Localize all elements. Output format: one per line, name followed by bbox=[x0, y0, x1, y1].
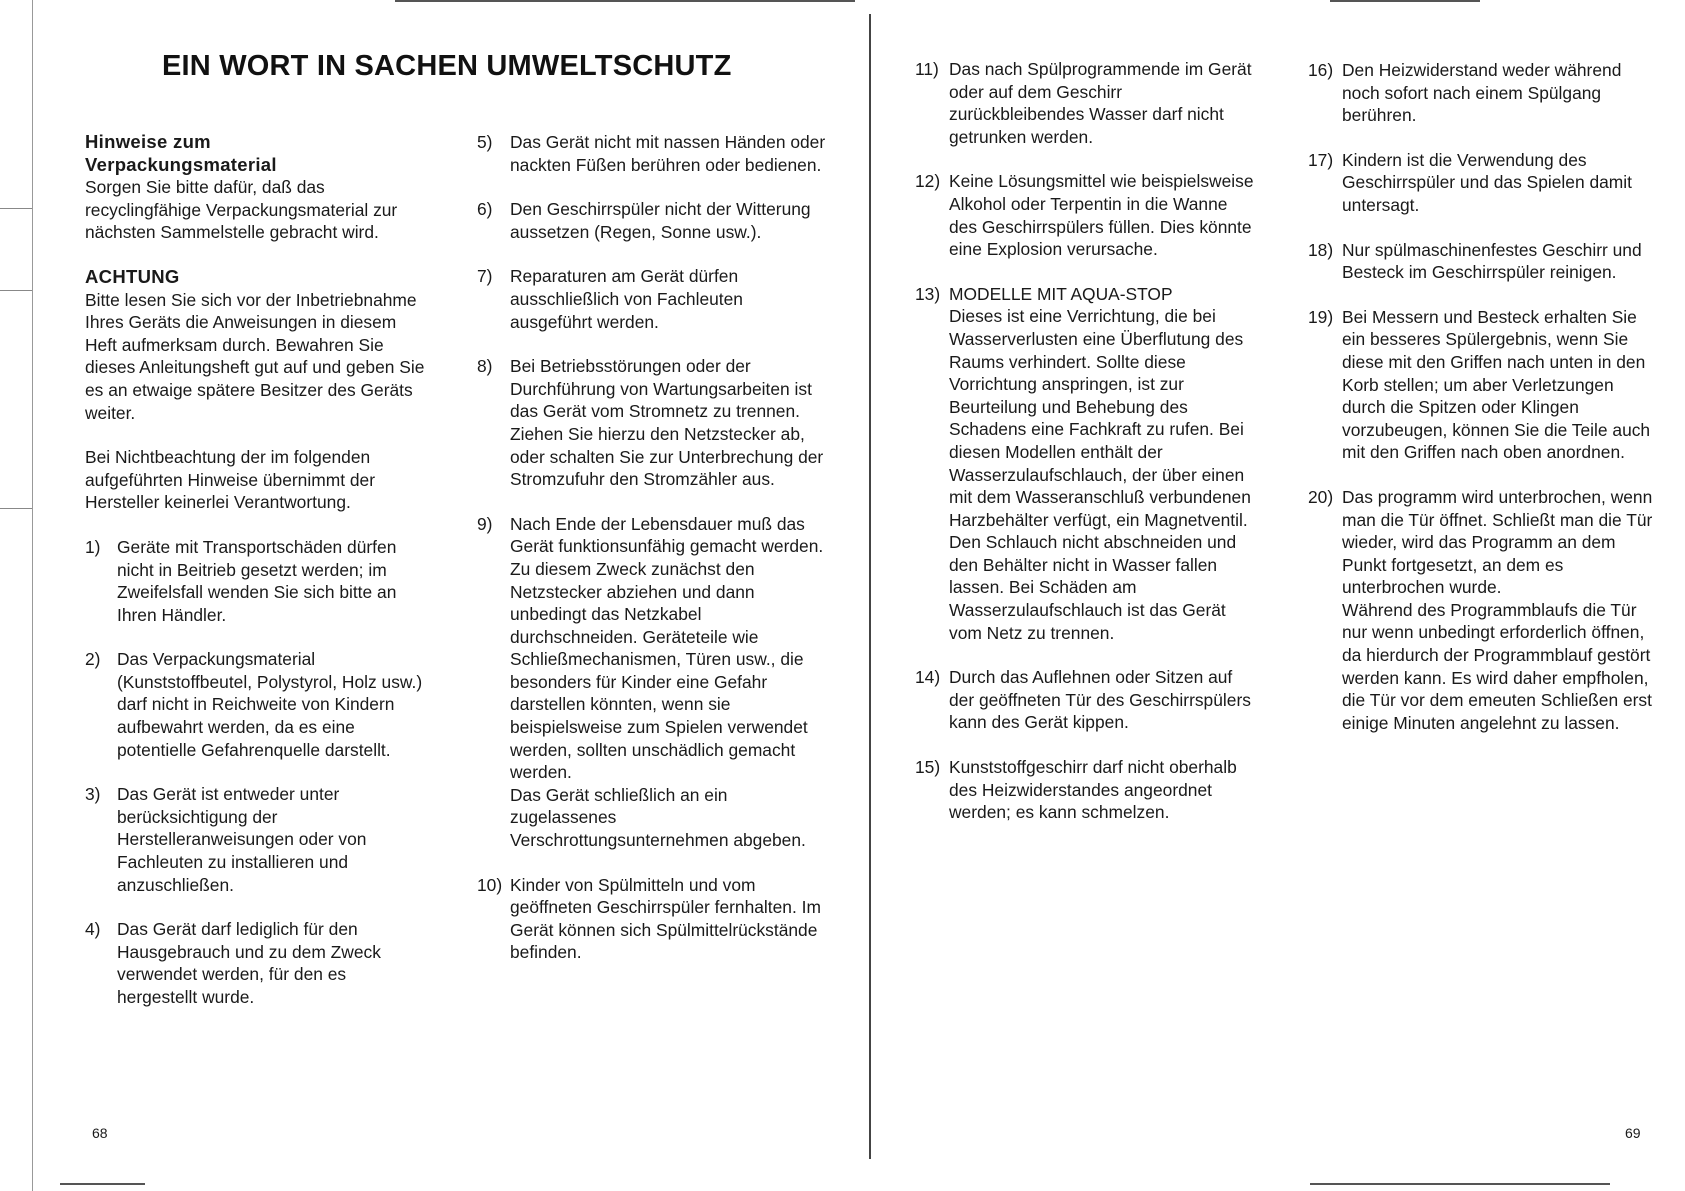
item-text: Das programm wird unterbrochen, wenn man die Tür öffnet. Schließt man die Tür wieder, wird das Programm an dem Punkt fortgesetzt, an dem es unterbrochen wurde. Während des Programmblaufs die Tür nur wenn unbedingt erforderlich öffnen, da hierdurch der Programmblauf gestört werden kann. Es wird daher empfholen, die Tür vor dem emeuten Schließen erst einige Minuten angelehnt zu lassen. bbox=[1342, 486, 1653, 733]
item-number: 12) bbox=[915, 171, 941, 192]
item-number: 17) bbox=[1308, 149, 1334, 170]
item-number: 8) bbox=[477, 356, 493, 377]
item-text: Kunststoffgeschirr darf nicht oberhalb des Heizwiderstandes angeordnet werden; es kann schmelzen. bbox=[949, 757, 1237, 823]
item-text: Das Gerät nicht mit nassen Händen oder nackten Füßen berühren oder bedienen. bbox=[510, 132, 826, 175]
item-number: 14) bbox=[915, 667, 941, 688]
item-text: Das Gerät darf lediglich für den Hausgebrauch und zu dem Zweck verwendet werden, für den es hergestellt wurde. bbox=[117, 919, 381, 1007]
list-item bbox=[1308, 306, 1653, 464]
list-item bbox=[915, 283, 1260, 645]
item-text: Keine Lösungsmittel wie beispielsweise Alkohol oder Terpentin in die Wanne des Geschirrspülers füllen. Dies könnte eine Explosion verursache. bbox=[949, 171, 1254, 260]
achtung-heading: ACHTUNG bbox=[85, 265, 180, 287]
item-text: Bei Betriebsstörungen oder der Durchführung von Wartungsarbeiten ist das Gerät vom Stromnetz zu trennen. Ziehen Sie hierzu den Netzstecker ab, oder schalten Sie zur Unterbrechung der Stromzufuhr den Stromzähler aus. bbox=[510, 356, 824, 490]
left-column-1 bbox=[85, 131, 430, 1031]
list-item bbox=[915, 666, 1260, 734]
item-number: 6) bbox=[477, 199, 493, 220]
list-item bbox=[85, 783, 430, 896]
item-number: 5) bbox=[477, 132, 493, 152]
list-item bbox=[477, 265, 827, 333]
item-number: 2) bbox=[85, 649, 101, 670]
right-column-1 bbox=[915, 58, 1260, 846]
left-column-2 bbox=[477, 131, 827, 986]
item-text: Bei Messern und Besteck erhalten Sie ein besseres Spülergebnis, wenn Sie diese mit den Griffen nach unten in den Korb stellen; um aber Verletzungen durch die Spitzen oder Klingen vorzubeugen, können Sie die Teile auch mit den Griffen nach oben anordnen. bbox=[1342, 306, 1651, 463]
list-item bbox=[477, 131, 827, 176]
item-number: 15) bbox=[915, 757, 941, 778]
item-number: 18) bbox=[1308, 239, 1334, 260]
item-text: Das Gerät ist entweder unter berücksichtigung der Herstelleranweisungen oder von Fachleuten zu installieren und anzuschließen. bbox=[117, 784, 367, 895]
item-text: MODELLE MIT AQUA-STOP Dieses ist eine Verrichtung, die bei Wasserverlusten eine Überflutung des Raums verhindert. Sollte diese Vorrichtung anspringen, ist zur Beurteilung und Behebung des Schadens eine Fachkraft zu rufen. Bei diesen Modellen enthält der Wasserzulaufschlauch, der über einen mit dem Wasseranschluß verbundenen Harzbehälter verfügt, ein Magnetventil. Den Schlauch nicht abschneiden und den Behälter nicht in Wasser fallen lassen. Bei Schäden am Wasserzulaufschlauch ist das Gerät vom Netz zu trennen. bbox=[949, 283, 1251, 643]
item-text: Reparaturen am Gerät dürfen ausschließlich von Fachleuten ausgeführt werden. bbox=[510, 266, 743, 332]
item-number: 7) bbox=[477, 266, 493, 287]
packaging-heading: Hinweise zum Verpackungsmaterial bbox=[85, 131, 277, 175]
item-text: Den Geschirrspüler nicht der Witterung aussetzen (Regen, Sonne usw.). bbox=[510, 199, 811, 242]
item-text: Kindern ist die Verwendung des Geschirrspüler und das Spielen damit untersagt. bbox=[1342, 149, 1632, 215]
list-item bbox=[85, 536, 430, 626]
list-item bbox=[477, 198, 827, 243]
page-number-right: 69 bbox=[1625, 1125, 1641, 1141]
item-number: 10) bbox=[477, 874, 503, 895]
list-item bbox=[915, 58, 1260, 148]
list-item bbox=[915, 756, 1260, 824]
item-text: Durch das Auflehnen oder Sitzen auf der geöffneten Tür des Geschirrspülers kann des Gerät kippen. bbox=[949, 667, 1251, 733]
list-item bbox=[915, 170, 1260, 260]
item-text: Den Heizwiderstand weder während noch sofort nach einem Spülgang berühren. bbox=[1342, 60, 1622, 126]
list-item bbox=[85, 648, 430, 761]
page-title: EIN WORT IN SACHEN UMWELTSCHUTZ bbox=[162, 50, 732, 82]
item-text: Das nach Spülprogrammende im Gerät oder auf dem Geschirr zurückbleibendes Wasser darf nicht getrunken werden. bbox=[949, 59, 1252, 147]
list-item bbox=[1308, 149, 1653, 217]
page-number-left: 68 bbox=[92, 1125, 108, 1141]
item-number: 4) bbox=[85, 919, 101, 940]
item-text: Kinder von Spülmitteln und vom geöffneten Geschirrspüler fernhalten. Im Gerät können sich Spülmittelrückstände befinden. bbox=[510, 874, 821, 963]
item-number: 1) bbox=[85, 536, 101, 557]
list-item bbox=[477, 874, 827, 964]
list-item bbox=[1308, 486, 1653, 735]
disclaimer-text: Bei Nichtbeachtung der im folgenden aufgeführten Hinweise übernimmt der Hersteller keinerlei Verantwortung. bbox=[85, 447, 375, 513]
list-item bbox=[85, 918, 430, 1008]
item-number: 16) bbox=[1308, 60, 1334, 80]
list-item bbox=[1308, 239, 1653, 284]
item-text: Nur spülmaschinenfestes Geschirr und Besteck im Geschirrspüler reinigen. bbox=[1342, 239, 1642, 283]
right-column-2 bbox=[1308, 59, 1653, 756]
packaging-text: Sorgen Sie bitte dafür, daß das recyclingfähige Verpackungsmaterial zur nächsten Sammelstelle gebracht wird. bbox=[85, 177, 398, 243]
item-text: Geräte mit Transportschäden dürfen nicht in Beitrieb gesetzt werden; im Zweifelsfall wenden Sie sich bitte an Ihren Händler. bbox=[117, 536, 397, 625]
item-number: 3) bbox=[85, 784, 101, 805]
item-number: 20) bbox=[1308, 486, 1334, 507]
item-text: Nach Ende der Lebensdauer muß das Gerät funktionsunfähig gemacht werden. Zu diesem Zweck zunächst den Netzstecker abziehen und dann unbedingt das Netzkabel durchschneiden. Geräteteile wie Schließmechanismen, Türen usw., die besonders für Kinder eine Gefahr darstellen könnten, wenn sie beispielsweise zum Spielen verwendet werden, sollten unschädlich gemacht werden. Das Gerät schließlich an ein zugelassenes Verschrottungsunternehmen abgeben. bbox=[510, 513, 824, 851]
item-number: 19) bbox=[1308, 306, 1334, 327]
achtung-text: Bitte lesen Sie sich vor der Inbetriebnahme Ihres Geräts die Anweisungen in diesem Heft aufmerksam durch. Bewahren Sie dieses Anleitungsheft gut auf und geben Sie es an etwaige spätere Besitzer des Geräts weiter. bbox=[85, 289, 425, 423]
item-number: 11) bbox=[915, 59, 939, 79]
item-number: 9) bbox=[477, 513, 493, 534]
item-number: 13) bbox=[915, 283, 941, 304]
list-item bbox=[1308, 59, 1653, 127]
item-text: Das Verpackungsmaterial (Kunststoffbeutel, Polystyrol, Holz usw.) darf nicht in Reichweite von Kindern aufbewahrt werden, da es eine potentielle Gefahrenquelle darstellt. bbox=[117, 649, 423, 760]
list-item bbox=[477, 513, 827, 852]
list-item bbox=[477, 355, 827, 491]
